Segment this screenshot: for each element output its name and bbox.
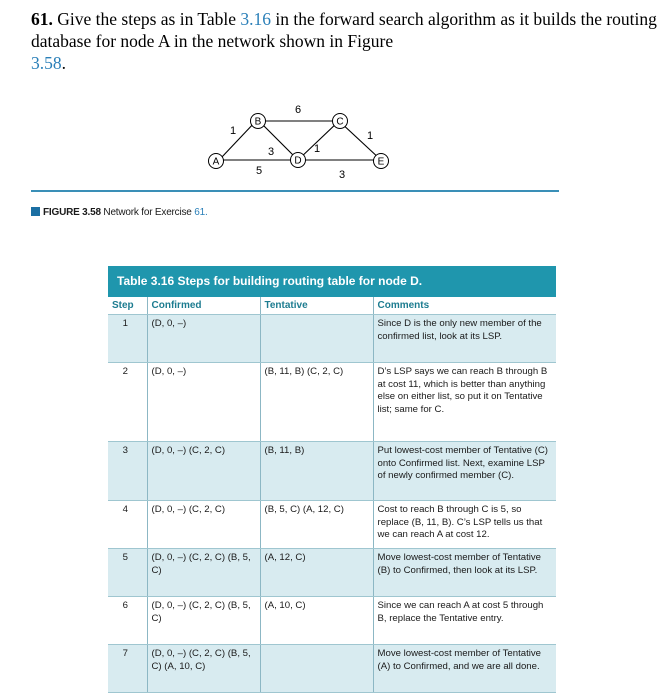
caption-exercise-ref[interactable]: 61. [194,207,208,218]
cell-confirmed: (D, 0, –) [147,363,260,442]
cell-tentative: (B, 11, B) (C, 2, C) [260,363,373,442]
edge-b-d [260,122,298,160]
cell-step: 2 [108,363,147,442]
table-row [108,645,556,693]
exercise-text-part2: in the forward search algorithm as it builds the routing database for node A in the network shown in Figure [31,9,657,51]
cell-step: 1 [108,315,147,363]
cell-comments: Move lowest-cost member of Tentative (B) to Confirmed, then look at its LSP. [373,549,556,597]
cell-comments: Since D is the only new member of the confirmed list, look at its LSP. [373,315,556,363]
cell-step: 6 [108,597,147,645]
cell-confirmed: (D, 0, –) (C, 2, C) (B, 5, C) [147,549,260,597]
table-row [108,549,556,597]
edge-cost-c-d: 1 [313,143,321,155]
cell-step: 4 [108,501,147,549]
cell-tentative: (A, 10, C) [260,597,373,645]
node-a-label: A [212,156,220,168]
cell-tentative: (A, 12, C) [260,549,373,597]
cell-comments: Put lowest-cost member of Tentative (C) onto Confirmed list. Next, examine LSP of newly confirmed member (C). [373,442,556,501]
cell-step: 5 [108,549,147,597]
edge-cost-a-b: 1 [229,125,237,137]
cell-comments: Cost to reach B through C is 5, so replace (B, 11, B). C’s LSP tells us that we can reach A at cost 12. [373,501,556,549]
node-c-label: C [336,116,344,128]
cell-comments: Move lowest-cost member of Tentative (A) to Confirmed, and we are all done. [373,645,556,693]
caption-label: FIGURE 3.58 [43,207,101,218]
figure-divider [31,190,559,192]
header-step: Step [108,297,147,315]
cell-tentative [260,315,373,363]
table-row [108,501,556,549]
cell-step: 7 [108,645,147,693]
node-c [333,114,348,129]
edge-cost-c-e: 1 [366,130,374,142]
cell-step: 3 [108,442,147,501]
node-e [374,154,389,169]
table-row [108,363,556,442]
caption-square-icon [31,207,40,216]
cell-tentative: (B, 11, B) [260,442,373,501]
edge-cost-b-d: 3 [267,146,275,158]
edge-cost-a-d: 5 [255,165,263,177]
header-confirmed: Confirmed [147,297,260,315]
exercise-number: 61. [31,9,53,29]
cell-comments: Since we can reach A at cost 5 through B, replace the Tentative entry. [373,597,556,645]
cell-tentative: (B, 5, C) (A, 12, C) [260,501,373,549]
header-tentative: Tentative [260,297,373,315]
node-b [251,114,266,129]
cell-tentative [260,645,373,693]
routing-table [108,266,556,697]
cell-comments: D’s LSP says we can reach B through B at cost 11, which is better than anything else on either list, so put it on Tentative list; same for C. [373,363,556,442]
edge-cost-d-e: 3 [338,169,346,181]
figure-reference[interactable]: 3.58 [31,53,62,73]
table-header-row [108,297,556,315]
routing-table-grid [108,297,556,693]
table-row [108,442,556,501]
cell-confirmed: (D, 0, –) (C, 2, C) (B, 5, C) (A, 10, C) [147,645,260,693]
edge-cost-b-c: 6 [294,104,302,116]
node-d [291,153,306,168]
cell-confirmed: (D, 0, –) (C, 2, C) [147,442,260,501]
exercise-text-end: . [61,53,66,73]
cell-confirmed: (D, 0, –) (C, 2, C) [147,501,260,549]
table-row [108,315,556,363]
cell-confirmed: (D, 0, –) [147,315,260,363]
network-diagram [0,0,672,200]
table-reference[interactable]: 3.16 [240,9,272,29]
figure-caption [31,207,208,218]
caption-text: Network for Exercise [103,207,192,218]
node-b-label: B [254,116,262,128]
node-e-label: E [377,156,385,168]
table-title: Table 3.16 Steps for building routing table for node D. [108,266,556,297]
cell-confirmed: (D, 0, –) (C, 2, C) (B, 5, C) [147,597,260,645]
exercise-text-part1: Give the steps as in Table [57,9,237,29]
node-a [209,154,224,169]
edge-a-b [221,121,256,158]
table-row [108,597,556,645]
node-d-label: D [294,155,302,167]
header-comments: Comments [373,297,556,315]
